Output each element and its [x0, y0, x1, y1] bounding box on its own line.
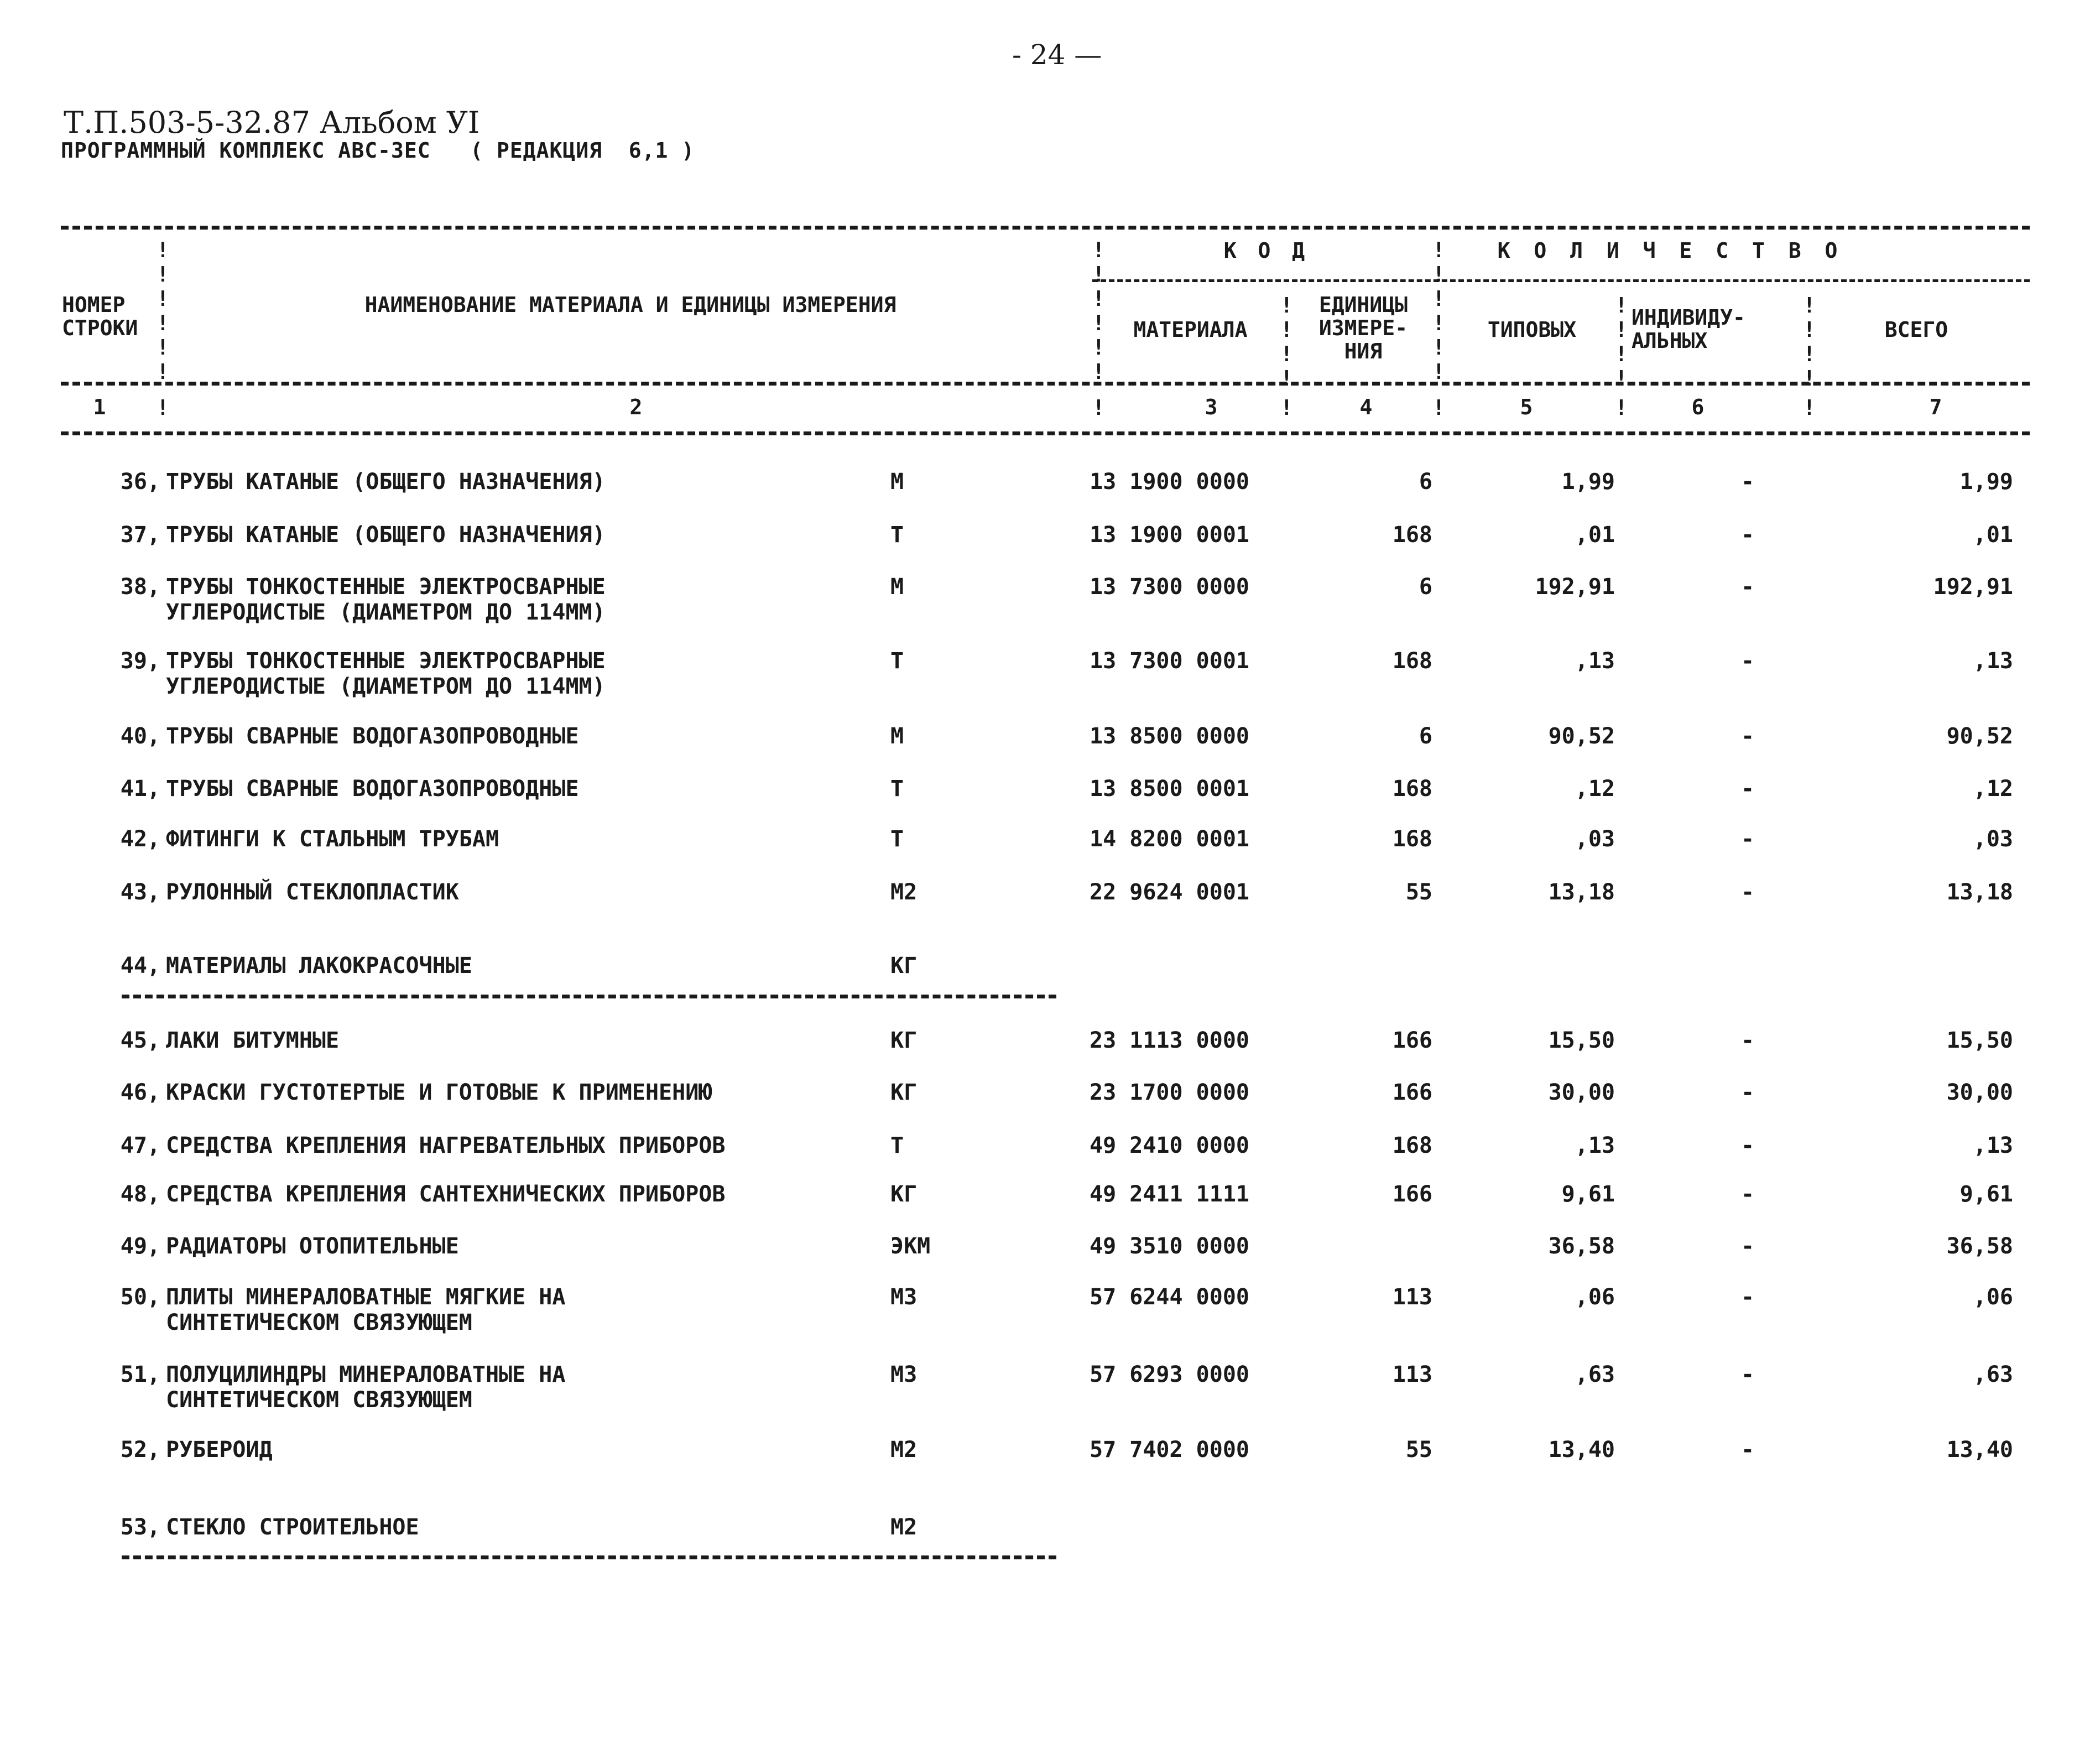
vsep: ! ! ! ! [1803, 293, 1816, 391]
unit: Т [890, 648, 904, 674]
column-number: 6 [1691, 395, 1705, 419]
table-row [0, 880, 2090, 935]
row-number: 50, [120, 1284, 160, 1310]
qty-total: 30,00 [1946, 1080, 2013, 1105]
material-name: СРЕДСТВА КРЕПЛЕНИЯ НАГРЕВАТЕЛЬНЫХ ПРИБОРОВ [166, 1133, 726, 1158]
unit-code: 166 [1392, 1080, 1432, 1105]
qty-typical: ,03 [1575, 826, 1615, 852]
qty-individual: - [1740, 1362, 1755, 1387]
unit-code: 168 [1392, 776, 1432, 802]
material-name-line2: СИНТЕТИЧЕСКОМ СВЯЗУЮЩЕМ [166, 1310, 472, 1335]
unit: КГ [890, 1080, 918, 1105]
unit-code: 113 [1392, 1284, 1432, 1310]
qty-individual: - [1740, 880, 1755, 905]
material-name: ТРУБЫ СВАРНЫЕ ВОДОГАЗОПРОВОДНЫЕ [166, 776, 579, 802]
qty-total: ,63 [1973, 1362, 2013, 1387]
material-code: 13 7300 0000 [1090, 574, 1249, 600]
unit-code: 6 [1419, 724, 1432, 749]
material-name-line1: ПОЛУЦИЛИНДРЫ МИНЕРАЛОВАТНЫЕ НА [166, 1362, 566, 1387]
vsep: ! [1092, 396, 1105, 420]
material-name-line2: УГЛЕРОДИСТЫЕ (ДИАМЕТРОМ ДО 114ММ) [166, 600, 606, 625]
material-name: ФИТИНГИ К СТАЛЬНЫМ ТРУБАМ [166, 826, 499, 852]
table-row [0, 648, 2090, 704]
header-code-group: К О Д [1223, 238, 1310, 263]
table-row [0, 776, 2090, 831]
table-row [0, 826, 2090, 882]
qty-typical: ,13 [1575, 648, 1615, 674]
qty-typical: ,12 [1575, 776, 1615, 802]
material-name: ТРУБЫ КАТАНЫЕ (ОБЩЕГО НАЗНАЧЕНИЯ) [166, 522, 606, 548]
material-name-line1: ТРУБЫ ТОНКОСТЕННЫЕ ЭЛЕКТРОСВАРНЫЕ [166, 648, 606, 674]
table-row [0, 1080, 2090, 1135]
unit: Т [890, 776, 904, 802]
unit: ЭКМ [890, 1234, 931, 1259]
unit-code: 6 [1419, 574, 1432, 600]
unit: М2 [890, 1437, 918, 1463]
group-divider [122, 995, 1056, 998]
material-code: 14 8200 0001 [1090, 826, 1249, 852]
material-name [166, 1362, 565, 1413]
material-code: 13 1900 0001 [1090, 522, 1249, 548]
qty-total: 15,50 [1946, 1028, 2013, 1053]
unit: М2 [890, 880, 918, 905]
divider-header-bottom [61, 382, 2030, 386]
material-name: ТРУБЫ СВАРНЫЕ ВОДОГАЗОПРОВОДНЫЕ [166, 724, 579, 749]
unit-code: 168 [1392, 826, 1432, 852]
material-code: 49 2410 0000 [1090, 1133, 1249, 1158]
material-name: ЛАКИ БИТУМНЫЕ [166, 1028, 340, 1053]
row-number: 45, [120, 1028, 160, 1053]
column-number: 2 [629, 395, 643, 419]
header-name: НАИМЕНОВАНИЕ МАТЕРИАЛА И ЕДИНИЦЫ ИЗМЕРЕНИЯ [364, 293, 897, 317]
unit: Т [890, 826, 904, 852]
vsep: ! [157, 396, 169, 420]
header-row-number [62, 293, 156, 340]
header-code-material: МАТЕРИАЛА [1133, 318, 1248, 342]
vsep: ! [1280, 396, 1293, 420]
divider-top [61, 226, 2030, 230]
qty-typical: ,63 [1575, 1362, 1615, 1387]
row-number: 39, [120, 648, 160, 674]
row-number: 49, [120, 1234, 160, 1259]
table-row [0, 1515, 2090, 1570]
material-code: 13 8500 0001 [1090, 776, 1249, 802]
material-name-line1: ТРУБЫ ТОНКОСТЕННЫЕ ЭЛЕКТРОСВАРНЫЕ [166, 574, 606, 600]
header-quantity-individual [1632, 306, 1803, 352]
material-name [166, 648, 606, 699]
table-row [0, 1182, 2090, 1237]
material-code: 57 6244 0000 [1090, 1284, 1249, 1310]
qty-typical: 30,00 [1548, 1080, 1615, 1105]
vsep: ! [1615, 396, 1628, 420]
vsep: ! [1803, 396, 1816, 420]
qty-typical: 90,52 [1548, 724, 1615, 749]
row-number: 43, [120, 880, 160, 905]
unit-code: 168 [1392, 522, 1432, 548]
document-reference: Т.П.503-5-32.87 Альбом УI [64, 105, 480, 140]
column-number: 5 [1520, 395, 1533, 419]
row-number: 44, [120, 953, 160, 979]
unit-code: 113 [1392, 1362, 1432, 1387]
qty-typical: 13,18 [1548, 880, 1615, 905]
unit: КГ [890, 1182, 918, 1207]
qty-individual: - [1740, 522, 1755, 548]
unit: КГ [890, 1028, 918, 1053]
qty-individual: - [1740, 1284, 1755, 1310]
unit: М [890, 574, 904, 600]
header-code-unit [1294, 293, 1432, 363]
material-name: КРАСКИ ГУСТОТЕРТЫЕ И ГОТОВЫЕ К ПРИМЕНЕНИЮ [166, 1080, 712, 1105]
vsep: ! [1432, 396, 1445, 420]
qty-typical: 192,91 [1535, 574, 1615, 600]
qty-total: ,01 [1973, 522, 2013, 548]
group-divider [122, 1555, 1056, 1559]
material-code: 13 1900 0000 [1090, 469, 1249, 495]
header-row-number-line2: СТРОКИ [62, 316, 138, 340]
unit: М3 [890, 1284, 918, 1310]
table-row [0, 1284, 2090, 1340]
qty-individual: - [1740, 574, 1755, 600]
header-row-number-line1: НОМЕР [62, 293, 126, 317]
vsep: ! ! ! ! [1280, 293, 1293, 391]
qty-total: 13,40 [1946, 1437, 2013, 1463]
table-row [0, 1234, 2090, 1289]
material-name [166, 1284, 565, 1335]
qty-total: ,06 [1973, 1284, 2013, 1310]
qty-total: 192,91 [1933, 574, 2013, 600]
header-code-unit-line2: ИЗМЕРЕ- [1318, 316, 1408, 340]
row-number: 37, [120, 522, 160, 548]
qty-typical: ,01 [1575, 522, 1615, 548]
qty-individual: - [1740, 1080, 1755, 1105]
material-code: 49 3510 0000 [1090, 1234, 1249, 1259]
table-row [0, 1028, 2090, 1083]
qty-individual: - [1740, 776, 1755, 802]
unit: КГ [890, 953, 918, 979]
column-number: 1 [93, 395, 106, 419]
unit-code: 55 [1405, 1437, 1432, 1463]
material-code: 13 7300 0001 [1090, 648, 1249, 674]
vsep: ! ! ! ! ! ! [1432, 238, 1445, 384]
qty-individual: - [1740, 1133, 1755, 1158]
column-number: 3 [1205, 395, 1218, 419]
vsep: ! ! ! ! ! ! [1092, 238, 1105, 384]
unit: М [890, 469, 904, 495]
qty-total: 90,52 [1946, 724, 2013, 749]
qty-typical: 9,61 [1561, 1182, 1615, 1207]
material-code: 49 2411 1111 [1090, 1182, 1249, 1207]
vsep: ! ! ! ! [1615, 293, 1628, 391]
qty-individual: - [1740, 724, 1755, 749]
qty-total: ,12 [1973, 776, 2013, 802]
qty-total: ,03 [1973, 826, 2013, 852]
page-number: - 24 — [1012, 39, 1102, 71]
qty-total: 1,99 [1959, 469, 2013, 495]
material-name [166, 574, 606, 625]
table-row [0, 469, 2090, 524]
program-line: ПРОГРАММНЫЙ КОМПЛЕКС АВС-ЗЕС ( РЕДАКЦИЯ 6,1 ) [61, 138, 695, 163]
material-name: РАДИАТОРЫ ОТОПИТЕЛЬНЫЕ [166, 1234, 459, 1259]
table-row [0, 522, 2090, 577]
table-row [0, 1362, 2090, 1417]
unit: Т [890, 522, 904, 548]
qty-typical: 15,50 [1548, 1028, 1615, 1053]
qty-individual: - [1740, 1028, 1755, 1053]
material-code: 23 1700 0000 [1090, 1080, 1249, 1105]
row-number: 36, [120, 469, 160, 495]
divider-colnum-bottom [61, 431, 2030, 435]
row-number: 51, [120, 1362, 160, 1387]
vsep: ! ! ! ! ! ! [157, 238, 169, 384]
qty-individual: - [1740, 1234, 1755, 1259]
qty-total: 13,18 [1946, 880, 2013, 905]
column-number: 4 [1359, 395, 1373, 419]
qty-individual: - [1740, 469, 1755, 495]
material-name-line2: СИНТЕТИЧЕСКОМ СВЯЗУЮЩЕМ [166, 1387, 472, 1413]
material-name: РУЛОННЫЙ СТЕКЛОПЛАСТИК [166, 880, 459, 905]
material-name: РУБЕРОИД [166, 1437, 273, 1463]
unit: М [890, 724, 904, 749]
row-number: 38, [120, 574, 160, 600]
unit-code: 55 [1405, 880, 1432, 905]
material-code: 57 6293 0000 [1090, 1362, 1249, 1387]
unit-code: 168 [1392, 1133, 1432, 1158]
header-quantity-group: К О Л И Ч Е С Т В О [1497, 238, 1843, 263]
divider-code-group [1092, 279, 2030, 282]
row-number: 53, [120, 1515, 160, 1540]
row-number: 42, [120, 826, 160, 852]
row-number: 48, [120, 1182, 160, 1207]
qty-typical: 1,99 [1561, 469, 1615, 495]
qty-typical: ,06 [1575, 1284, 1615, 1310]
qty-typical: 13,40 [1548, 1437, 1615, 1463]
row-number: 52, [120, 1437, 160, 1463]
material-code: 23 1113 0000 [1090, 1028, 1249, 1053]
qty-individual: - [1740, 648, 1755, 674]
unit-code: 166 [1392, 1028, 1432, 1053]
unit: М2 [890, 1515, 918, 1540]
row-number: 41, [120, 776, 160, 802]
unit-code: 6 [1419, 469, 1432, 495]
material-code: 57 7402 0000 [1090, 1437, 1249, 1463]
material-name: СТЕКЛО СТРОИТЕЛЬНОЕ [166, 1515, 419, 1540]
qty-total: ,13 [1973, 648, 2013, 674]
row-number: 40, [120, 724, 160, 749]
column-number: 7 [1929, 395, 1942, 419]
header-quantity-typical: ТИПОВЫХ [1487, 318, 1577, 342]
qty-total: ,13 [1973, 1133, 2013, 1158]
header-quantity-individual-line2: АЛЬНЫХ [1632, 329, 1708, 353]
unit: Т [890, 1133, 904, 1158]
header-quantity-total: ВСЕГО [1884, 318, 1948, 342]
unit-code: 166 [1392, 1182, 1432, 1207]
qty-total: 9,61 [1959, 1182, 2013, 1207]
table-row [0, 574, 2090, 629]
row-number: 47, [120, 1133, 160, 1158]
table-row [0, 724, 2090, 779]
material-code: 22 9624 0001 [1090, 880, 1249, 905]
qty-individual: - [1740, 1437, 1755, 1463]
table-row [0, 1437, 2090, 1492]
table-row [0, 1133, 2090, 1188]
row-number: 46, [120, 1080, 160, 1105]
qty-individual: - [1740, 1182, 1755, 1207]
material-code: 13 8500 0000 [1090, 724, 1249, 749]
qty-typical: 36,58 [1548, 1234, 1615, 1259]
material-name: ТРУБЫ КАТАНЫЕ (ОБЩЕГО НАЗНАЧЕНИЯ) [166, 469, 606, 495]
qty-individual: - [1740, 826, 1755, 852]
header-quantity-individual-line1: ИНДИВИДУ- [1632, 305, 1745, 330]
unit: М3 [890, 1362, 918, 1387]
qty-total: 36,58 [1946, 1234, 2013, 1259]
material-name: МАТЕРИАЛЫ ЛАКОКРАСОЧНЫЕ [166, 953, 472, 979]
material-name: СРЕДСТВА КРЕПЛЕНИЯ САНТЕХНИЧЕСКИХ ПРИБОРОВ [166, 1182, 726, 1207]
header-code-unit-line3: НИЯ [1344, 339, 1383, 363]
material-name-line1: ПЛИТЫ МИНЕРАЛОВАТНЫЕ МЯГКИЕ НА [166, 1284, 566, 1310]
table-row [0, 953, 2090, 1008]
header-code-unit-line1: ЕДИНИЦЫ [1318, 293, 1408, 317]
qty-typical: ,13 [1575, 1133, 1615, 1158]
material-name-line2: УГЛЕРОДИСТЫЕ (ДИАМЕТРОМ ДО 114ММ) [166, 674, 606, 699]
unit-code: 168 [1392, 648, 1432, 674]
